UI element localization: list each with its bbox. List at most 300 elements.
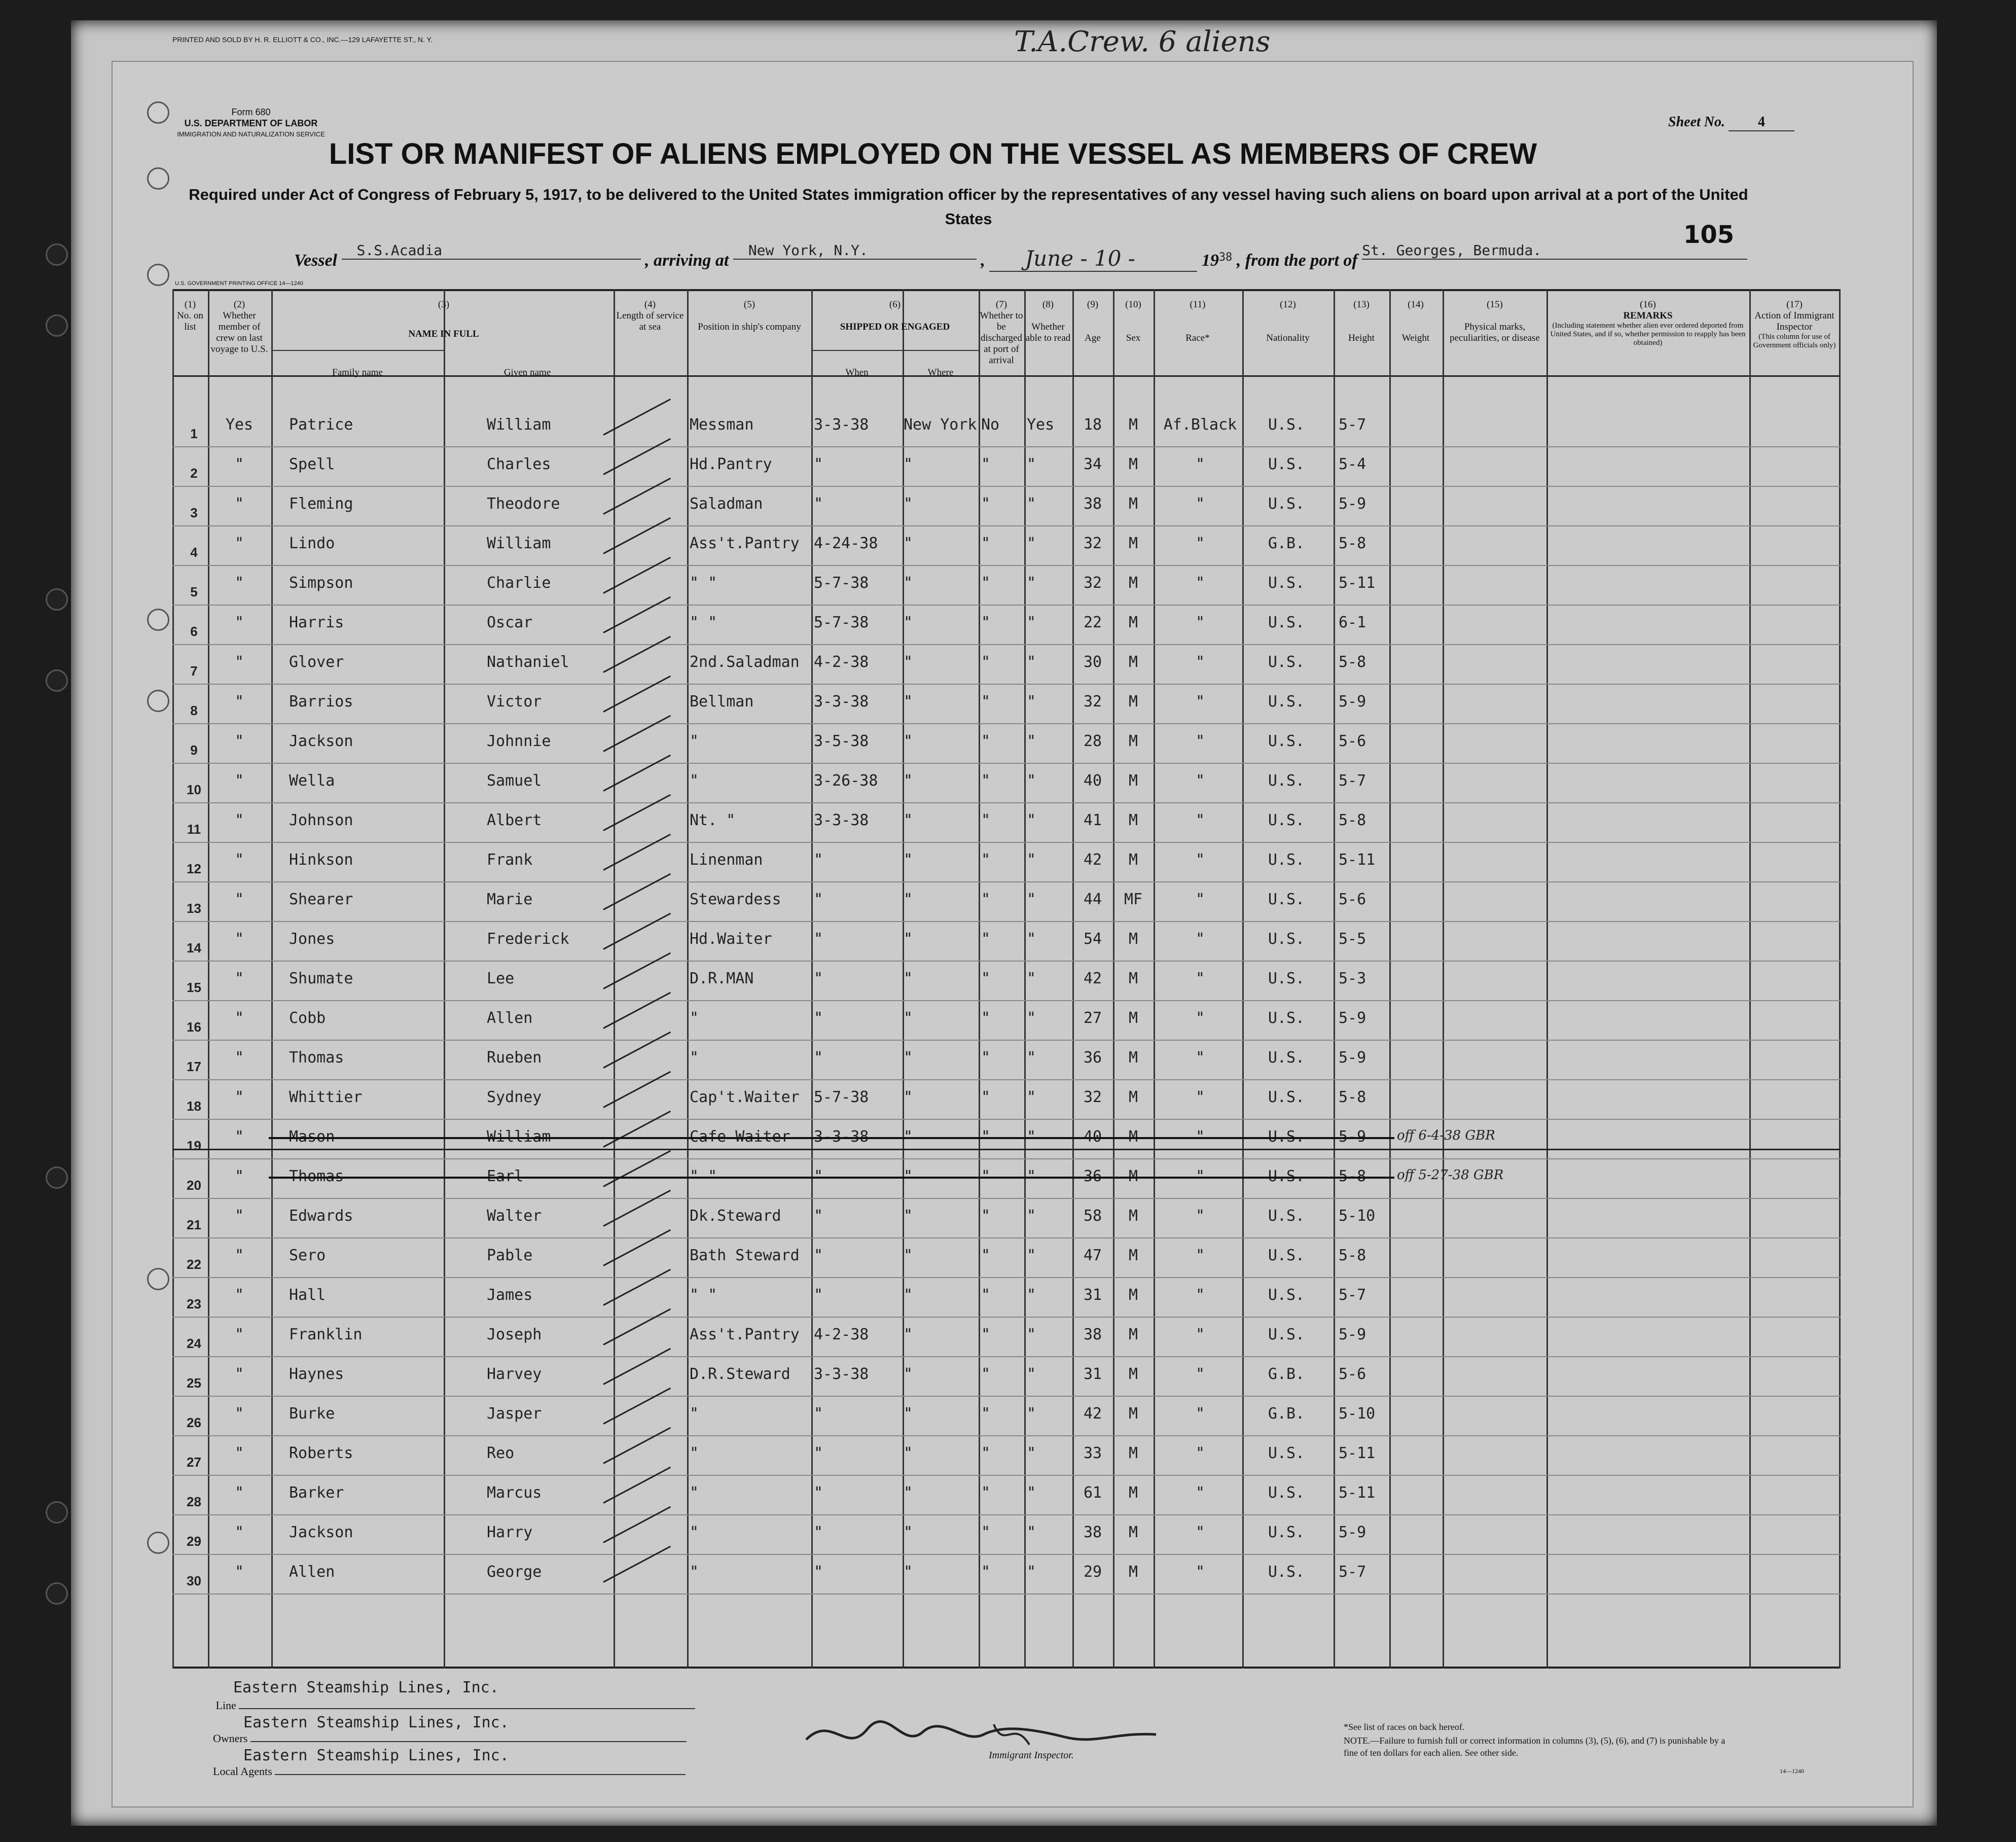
cell-family: Spell: [289, 455, 335, 473]
cell-nat: U.S.: [1268, 1088, 1305, 1106]
cell-no: 19: [187, 1138, 201, 1153]
cell-height: 5-10: [1339, 1405, 1376, 1423]
cell-pos: Dk.Steward: [690, 1207, 781, 1225]
cell-read: ": [1027, 732, 1036, 750]
cell-pos: Saladman: [690, 495, 763, 513]
cell-given: Sydney: [487, 1088, 542, 1106]
binder-hole: [46, 1166, 68, 1189]
cell-given: William: [487, 535, 551, 552]
cell-sex: M: [1128, 693, 1138, 711]
cell-when: 3-3-38: [814, 811, 869, 829]
cell-pos: ": [690, 732, 699, 750]
cell-prev: ": [234, 811, 244, 829]
cell-given: Frank: [487, 851, 533, 869]
agents-label: Local Agents: [213, 1765, 272, 1778]
cell-sex: M: [1128, 653, 1138, 671]
cell-prev: ": [234, 693, 244, 711]
printer-line: PRINTED AND SOLD BY H. R. ELLIOTT & CO., INC.—129 LAFAYETTE ST., N. Y.: [172, 36, 433, 44]
cell-when: 4-2-38: [814, 653, 869, 671]
cell-where: ": [904, 1563, 913, 1581]
cell-no: 8: [190, 703, 198, 718]
cell-pos: Stewardess: [690, 891, 781, 908]
cell-age: 40: [1083, 772, 1102, 790]
col15-header: (15) Physical marks, peculiarities, or disease: [1450, 299, 1540, 343]
cell-given: Rueben: [487, 1049, 542, 1067]
cell-when: ": [814, 930, 823, 948]
cell-height: 5-3: [1339, 970, 1366, 987]
cell-sex: M: [1128, 732, 1138, 750]
row-divider: [172, 1000, 1841, 1001]
row-divider: [172, 1079, 1841, 1080]
strike-through-line: [269, 1137, 1394, 1139]
cell-where: ": [904, 891, 913, 908]
cell-pos: 2nd.Saladman: [690, 653, 800, 671]
cell-nat: G.B.: [1268, 1365, 1305, 1383]
cell-pos: ": [690, 1563, 699, 1581]
cell-given: George: [487, 1563, 542, 1581]
cell-where: ": [904, 1247, 913, 1264]
cell-pos: Hd.Pantry: [690, 455, 772, 473]
cell-read: ": [1027, 1088, 1036, 1106]
cell-prev: ": [234, 930, 244, 948]
cell-race: ": [1195, 1484, 1205, 1502]
cell-read: ": [1027, 1484, 1036, 1502]
cell-read: ": [1027, 574, 1036, 592]
cell-prev: ": [234, 1405, 244, 1423]
cell-height: 5-6: [1339, 732, 1366, 750]
cell-read: ": [1027, 851, 1036, 869]
cell-height: 5-4: [1339, 455, 1366, 473]
col6-where-header: Where: [927, 367, 954, 378]
row-divider: [172, 921, 1841, 922]
cell-sex: M: [1128, 1484, 1138, 1502]
cell-prev: ": [234, 1326, 244, 1343]
cell-age: 54: [1083, 930, 1102, 948]
cell-no: 3: [190, 505, 198, 520]
cell-no: 6: [190, 624, 198, 639]
cell-prev: ": [234, 653, 244, 671]
stamp-number: 105: [1683, 221, 1735, 249]
cell-nat: G.B.: [1268, 535, 1305, 552]
cell-given: Jasper: [487, 1405, 542, 1423]
cell-dis: ": [981, 1088, 991, 1106]
row-divider: [172, 1435, 1841, 1436]
cell-race: ": [1195, 1405, 1205, 1423]
vessel-line: Vessel S.S.Acadia , arriving at New York, N.Y. , June - $10 - 19^{38}$ , from the port of St. Georges, Bermuda.: [294, 251, 1747, 277]
row-divider: [172, 605, 1841, 606]
races-note: *See list of races on back hereof.: [1344, 1722, 1465, 1732]
footer-agents: [213, 1747, 686, 1778]
cell-pos: Nt. ": [690, 811, 736, 829]
cell-family: Jones: [289, 930, 335, 948]
cell-height: 5-11: [1339, 851, 1376, 869]
cell-dis: ": [981, 1405, 991, 1423]
binder-hole: [46, 1582, 68, 1605]
binder-hole: [147, 609, 169, 631]
cell-given: Charlie: [487, 574, 551, 592]
cell-no: 28: [187, 1494, 201, 1509]
cell-when: 3-3-38: [814, 1365, 869, 1383]
footer-line: [213, 1679, 695, 1712]
cell-sex: M: [1128, 1405, 1138, 1423]
arriving-port: New York, N.Y.: [733, 242, 977, 260]
cell-height: 5-9: [1339, 1049, 1366, 1067]
cell-read: ": [1027, 891, 1036, 908]
vessel-label: Vessel: [294, 251, 337, 270]
cell-dis: No: [981, 416, 1000, 434]
cell-when: ": [814, 1563, 823, 1581]
cell-given: Samuel: [487, 772, 542, 790]
cell-height: 5-8: [1339, 535, 1366, 552]
cell-pos: ": [690, 1444, 699, 1462]
cell-dis: ": [981, 455, 991, 473]
cell-height: 5-9: [1339, 495, 1366, 513]
agents-value: Eastern Steamship Lines, Inc.: [243, 1747, 509, 1764]
row-divider: [172, 525, 1841, 526]
cell-pos: D.R.Steward: [690, 1365, 790, 1383]
cell-pos: ": [690, 1405, 699, 1423]
owners-value: Eastern Steamship Lines, Inc.: [243, 1714, 509, 1731]
cell-read: ": [1027, 693, 1036, 711]
cell-where: ": [904, 495, 913, 513]
cell-read: ": [1027, 455, 1036, 473]
row-divider: [172, 1040, 1841, 1041]
cell-when: 4-2-38: [814, 1326, 869, 1343]
cell-nat: U.S.: [1268, 1286, 1305, 1304]
cell-pos: " ": [690, 1286, 717, 1304]
cell-where: ": [904, 1009, 913, 1027]
cell-height: 5-11: [1339, 574, 1376, 592]
cell-race: ": [1195, 653, 1205, 671]
cell-dis: ": [981, 851, 991, 869]
inspector-caption: Immigrant Inspector.: [989, 1750, 1074, 1761]
cell-family: Glover: [289, 653, 344, 671]
cell-sex: M: [1128, 1088, 1138, 1106]
cell-prev: ": [234, 455, 244, 473]
cell-age: 38: [1083, 1326, 1102, 1343]
cell-race: ": [1195, 455, 1205, 473]
cell-sex: M: [1128, 1563, 1138, 1581]
cell-age: 30: [1083, 653, 1102, 671]
cell-read: ": [1027, 614, 1036, 631]
cell-height: 5-9: [1339, 1009, 1366, 1027]
cell-sex: M: [1128, 1524, 1138, 1541]
cell-family: Haynes: [289, 1365, 344, 1383]
cell-when: ": [814, 1009, 823, 1027]
cell-family: Jackson: [289, 732, 353, 750]
cell-where: New York: [904, 416, 977, 434]
col17-header: (17) Action of Immigrant Inspector (This column for use of Government officials only): [1753, 299, 1836, 349]
cell-pos: Messman: [690, 416, 754, 434]
cell-height: 5-7: [1339, 1286, 1366, 1304]
row-divider: [172, 1356, 1841, 1357]
cell-dis: ": [981, 495, 991, 513]
cell-prev: ": [234, 1365, 244, 1383]
cell-height: 5-9: [1339, 1524, 1366, 1541]
cell-prev: ": [234, 1088, 244, 1106]
cell-read: ": [1027, 1365, 1036, 1383]
inspector-signature: [801, 1709, 1166, 1760]
col4-header: (4) Length of service at sea: [616, 299, 684, 332]
cell-given: Marcus: [487, 1484, 542, 1502]
cell-height: 5-8: [1339, 1247, 1366, 1264]
cell-when: ": [814, 1207, 823, 1225]
cell-pos: ": [690, 1484, 699, 1502]
cell-no: 4: [190, 545, 198, 560]
form-code: 14—1240: [1780, 1767, 1804, 1775]
cell-prev: ": [234, 574, 244, 592]
cell-family: Thomas: [289, 1049, 344, 1067]
cell-nat: U.S.: [1268, 574, 1305, 592]
cell-when: ": [814, 851, 823, 869]
cell-given: William: [487, 416, 551, 434]
cell-race: ": [1195, 495, 1205, 513]
cell-pos: Linenman: [690, 851, 763, 869]
arrival-year: 38: [1218, 251, 1233, 264]
binder-hole: [147, 101, 169, 124]
arriving-label: , arriving at: [645, 251, 729, 270]
cell-pos: " ": [690, 574, 717, 592]
cell-where: ": [904, 1049, 913, 1067]
cell-pos: D.R.MAN: [690, 970, 754, 987]
cell-age: 41: [1083, 811, 1102, 829]
cell-prev: ": [234, 1049, 244, 1067]
cell-family: Edwards: [289, 1207, 353, 1225]
cell-no: 15: [187, 980, 201, 995]
cell-race: ": [1195, 1326, 1205, 1343]
cell-when: 3-3-38: [814, 416, 869, 434]
cell-read: ": [1027, 1444, 1036, 1462]
cell-sex: M: [1128, 970, 1138, 987]
cell-where: ": [904, 535, 913, 552]
row-divider: [172, 1237, 1841, 1238]
cell-no: 25: [187, 1375, 201, 1391]
from-label: , from the port of: [1236, 251, 1358, 270]
cell-age: 31: [1083, 1365, 1102, 1383]
cell-sex: M: [1128, 772, 1138, 790]
cell-when: 5-7-38: [814, 1088, 869, 1106]
cell-nat: U.S.: [1268, 1049, 1305, 1067]
cell-dis: ": [981, 1563, 991, 1581]
cell-race: ": [1195, 970, 1205, 987]
cell-when: 3-3-38: [814, 693, 869, 711]
cell-prev: ": [234, 1286, 244, 1304]
cell-sex: M: [1128, 1247, 1138, 1264]
cell-race: ": [1195, 1286, 1205, 1304]
cell-race: ": [1195, 1444, 1205, 1462]
handwritten-note: T.A.Crew. 6 aliens: [1014, 25, 1271, 58]
departure-port: St. Georges, Bermuda.: [1362, 242, 1747, 260]
col5-header: (5) Position in ship's company: [698, 299, 801, 332]
cell-nat: U.S.: [1268, 495, 1305, 513]
cell-age: 44: [1083, 891, 1102, 908]
cell-no: 21: [187, 1217, 201, 1232]
cell-no: 5: [190, 584, 198, 599]
cell-race: ": [1195, 772, 1205, 790]
col14-header: (14) Weight: [1401, 299, 1430, 343]
cell-nat: U.S.: [1268, 1444, 1305, 1462]
cell-pos: ": [690, 772, 699, 790]
cell-read: ": [1027, 1247, 1036, 1264]
cell-read: ": [1027, 1286, 1036, 1304]
cell-no: 13: [187, 901, 201, 916]
cell-family: Shumate: [289, 970, 353, 987]
cell-dis: ": [981, 614, 991, 631]
cell-where: ": [904, 1326, 913, 1343]
cell-prev: ": [234, 891, 244, 908]
cell-when: ": [814, 970, 823, 987]
page-subtitle: Required under Act of Congress of February 5, 1917, to be delivered to the United States immigration officer by the representatives of any vessel having such aliens on board upon arrival at a port of the United States: [189, 186, 1748, 228]
col16-header: (16) REMARKS (Including statement whether alien ever ordered deported from United States, and if so, whether permission to reapply has been obtained): [1550, 299, 1746, 347]
cell-age: 31: [1083, 1286, 1102, 1304]
cell-height: 5-6: [1339, 891, 1366, 908]
cell-age: 18: [1083, 416, 1102, 434]
cell-age: 61: [1083, 1484, 1102, 1502]
row-divider: [172, 961, 1841, 962]
form-number: Form 680: [231, 107, 271, 117]
cell-given: Frederick: [487, 930, 569, 948]
col1-header: (1) No. on list: [177, 299, 203, 332]
cell-race: ": [1195, 574, 1205, 592]
cell-when: ": [814, 1484, 823, 1502]
cell-when: ": [814, 1524, 823, 1541]
cell-nat: U.S.: [1268, 732, 1305, 750]
cell-dis: ": [981, 1049, 991, 1067]
cell-when: 5-7-38: [814, 614, 869, 631]
cell-no: 14: [187, 940, 201, 955]
cell-family: Barrios: [289, 693, 353, 711]
cell-prev: ": [234, 1128, 244, 1146]
cell-when: ": [814, 495, 823, 513]
cell-nat: U.S.: [1268, 930, 1305, 948]
cell-read: ": [1027, 1524, 1036, 1541]
cell-prev: ": [234, 1444, 244, 1462]
cell-sex: M: [1128, 495, 1138, 513]
cell-no: 10: [187, 782, 201, 797]
binder-hole: [147, 1268, 169, 1290]
cell-age: 42: [1083, 851, 1102, 869]
cell-family: Harris: [289, 614, 344, 631]
cell-age: 32: [1083, 574, 1102, 592]
cell-prev: ": [234, 1207, 244, 1225]
row-divider: [172, 684, 1841, 685]
cell-nat: U.S.: [1268, 416, 1305, 434]
cell-sex: M: [1128, 1326, 1138, 1343]
binder-hole: [147, 264, 169, 286]
cell-no: 12: [187, 861, 201, 876]
cell-family: Burke: [289, 1405, 335, 1423]
cell-nat: U.S.: [1268, 891, 1305, 908]
cell-nat: U.S.: [1268, 653, 1305, 671]
cell-prev: ": [234, 1563, 244, 1581]
cell-pos: Bellman: [690, 693, 754, 711]
cell-remark: off 6-4-38 GBR: [1397, 1128, 1495, 1143]
cell-read: ": [1027, 772, 1036, 790]
col9-header: (9) Age: [1085, 299, 1101, 343]
cell-race: ": [1195, 930, 1205, 948]
line-label: Line: [215, 1699, 236, 1712]
fine-note: NOTE.—Failure to furnish full or correct information in columns (3), (5), (6), and (7) is punishable by a fine of ten dollars for each alien. See other side.: [1344, 1735, 1725, 1758]
cell-where: ": [904, 1405, 913, 1423]
col3-given-header: Given name: [503, 367, 551, 378]
cell-dis: ": [981, 732, 991, 750]
cell-where: ": [904, 614, 913, 631]
row-divider: [172, 881, 1841, 882]
form-block: [167, 107, 335, 140]
cell-where: ": [904, 811, 913, 829]
cell-dis: ": [981, 1009, 991, 1027]
cell-height: 5-9: [1339, 1326, 1366, 1343]
owners-label: Owners: [213, 1732, 248, 1745]
cell-read: ": [1027, 930, 1036, 948]
cell-sex: M: [1128, 1444, 1138, 1462]
cell-no: 9: [190, 742, 198, 758]
cell-sex: M: [1128, 416, 1138, 434]
cell-pos: Ass't.Pantry: [690, 535, 800, 552]
cell-no: 23: [187, 1296, 201, 1312]
cell-prev: Yes: [225, 416, 254, 434]
cell-race: ": [1195, 1247, 1205, 1264]
gpo-line: U.S. GOVERNMENT PRINTING OFFICE 14—1240: [175, 280, 303, 287]
sheet-label: Sheet No.: [1668, 114, 1725, 130]
cell-given: Nathaniel: [487, 653, 569, 671]
cell-read: ": [1027, 1049, 1036, 1067]
cell-pos: ": [690, 1009, 699, 1027]
cell-sex: M: [1128, 614, 1138, 631]
cell-age: 22: [1083, 614, 1102, 631]
row-divider: [172, 1119, 1841, 1120]
cell-no: 22: [187, 1257, 201, 1272]
cell-nat: U.S.: [1268, 1524, 1305, 1541]
cell-family: Fleming: [289, 495, 353, 513]
cell-when: ": [814, 1405, 823, 1423]
cell-given: Reo: [487, 1444, 515, 1462]
cell-dis: ": [981, 891, 991, 908]
cell-pos: ": [690, 1049, 699, 1067]
cell-prev: ": [234, 614, 244, 631]
cell-race: ": [1195, 811, 1205, 829]
cell-nat: U.S.: [1268, 455, 1305, 473]
cell-age: 38: [1083, 495, 1102, 513]
cell-height: 5-7: [1339, 416, 1366, 434]
col12-header: (12) Nationality: [1266, 299, 1310, 343]
cell-family: Hall: [289, 1286, 326, 1304]
cell-given: Walter: [487, 1207, 542, 1225]
cell-given: Oscar: [487, 614, 533, 631]
cell-when: ": [814, 1247, 823, 1264]
cell-read: ": [1027, 1009, 1036, 1027]
cell-height: 5-9: [1339, 693, 1366, 711]
row-divider: [172, 1317, 1841, 1318]
cell-age: 38: [1083, 1524, 1102, 1541]
cell-race: ": [1195, 614, 1205, 631]
cell-dis: ": [981, 811, 991, 829]
cell-where: ": [904, 1484, 913, 1502]
cell-nat: U.S.: [1268, 1563, 1305, 1581]
cell-where: ": [904, 1444, 913, 1462]
cell-no: 27: [187, 1455, 201, 1470]
cell-given: Allen: [487, 1009, 533, 1027]
cell-dis: ": [981, 930, 991, 948]
cell-given: Pable: [487, 1247, 533, 1264]
cell-dis: ": [981, 1484, 991, 1502]
cell-sex: M: [1128, 1286, 1138, 1304]
page-title: LIST OR MANIFEST OF ALIENS EMPLOYED ON THE VESSEL AS MEMBERS OF CREW: [329, 137, 1537, 170]
cell-no: 16: [187, 1019, 201, 1035]
cell-nat: U.S.: [1268, 851, 1305, 869]
cell-race: ": [1195, 891, 1205, 908]
cell-nat: U.S.: [1268, 1326, 1305, 1343]
